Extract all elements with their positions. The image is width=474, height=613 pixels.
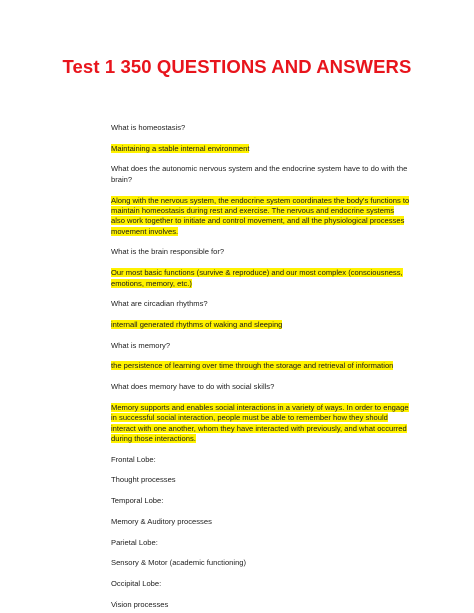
definition-text: Thought processes [111,475,176,485]
term-line [111,579,410,589]
question-line [111,164,410,185]
question-line [111,382,410,392]
question-line [111,341,410,351]
question-text: What is the brain responsible for? [111,247,225,257]
highlighted-answer: Along with the nervous system, the endocrine system coordinates the body's functions to maintain homeostasis during rest and exercise. The nervous and endocrine systems also work together to initiate and control movement, and all the physiological processes movement involves. [111,195,410,236]
definition-text: Vision processes [111,599,169,609]
term-text: Frontal Lobe: [111,454,156,464]
term-line [111,538,410,548]
definition-line [111,558,410,568]
definition-text: Memory & Auditory processes [111,516,212,526]
term-line [111,455,410,465]
answer-line [111,144,410,154]
definition-line [111,600,410,610]
qa-list [111,123,410,610]
question-line [111,299,410,309]
highlighted-answer: internall generated rhythms of waking and sleeping [111,319,283,329]
answer-line [111,361,410,371]
question-line [111,247,410,257]
definition-line [111,517,410,527]
highlighted-answer: Memory supports and enables social interactions in a variety of ways. In order to engage in successful social interaction, people must be able to remember how they should interact with one another, whom they have interacted with previously, and what occurred during those interactions. [111,402,409,443]
definition-line [111,475,410,485]
term-text: Occipital Lobe: [111,578,162,588]
term-text: Temporal Lobe: [111,496,164,506]
term-line [111,496,410,506]
term-text: Parietal Lobe: [111,537,158,547]
answer-line [111,320,410,330]
question-text: What does the autonomic nervous system and the endocrine system have to do with the brain? [111,164,408,184]
question-text: What is memory? [111,340,171,350]
question-line [111,123,410,133]
question-text: What is homeostasis? [111,123,186,132]
answer-line [111,196,410,238]
answer-line [111,403,410,445]
highlighted-answer: Maintaining a stable internal environment [111,143,250,153]
definition-text: Sensory & Motor (academic functioning) [111,558,247,568]
page-title: Test 1 350 QUESTIONS AND ANSWERS [62,56,412,77]
answer-line [111,268,410,289]
question-text: What are circadian rhythms? [111,299,208,309]
highlighted-answer: the persistence of learning over time through the storage and retrieval of information [111,361,394,371]
question-text: What does memory have to do with social skills? [111,382,275,392]
highlighted-answer: Our most basic functions (survive & reproduce) and our most complex (consciousness, emotions, memory, etc.) [111,268,403,288]
